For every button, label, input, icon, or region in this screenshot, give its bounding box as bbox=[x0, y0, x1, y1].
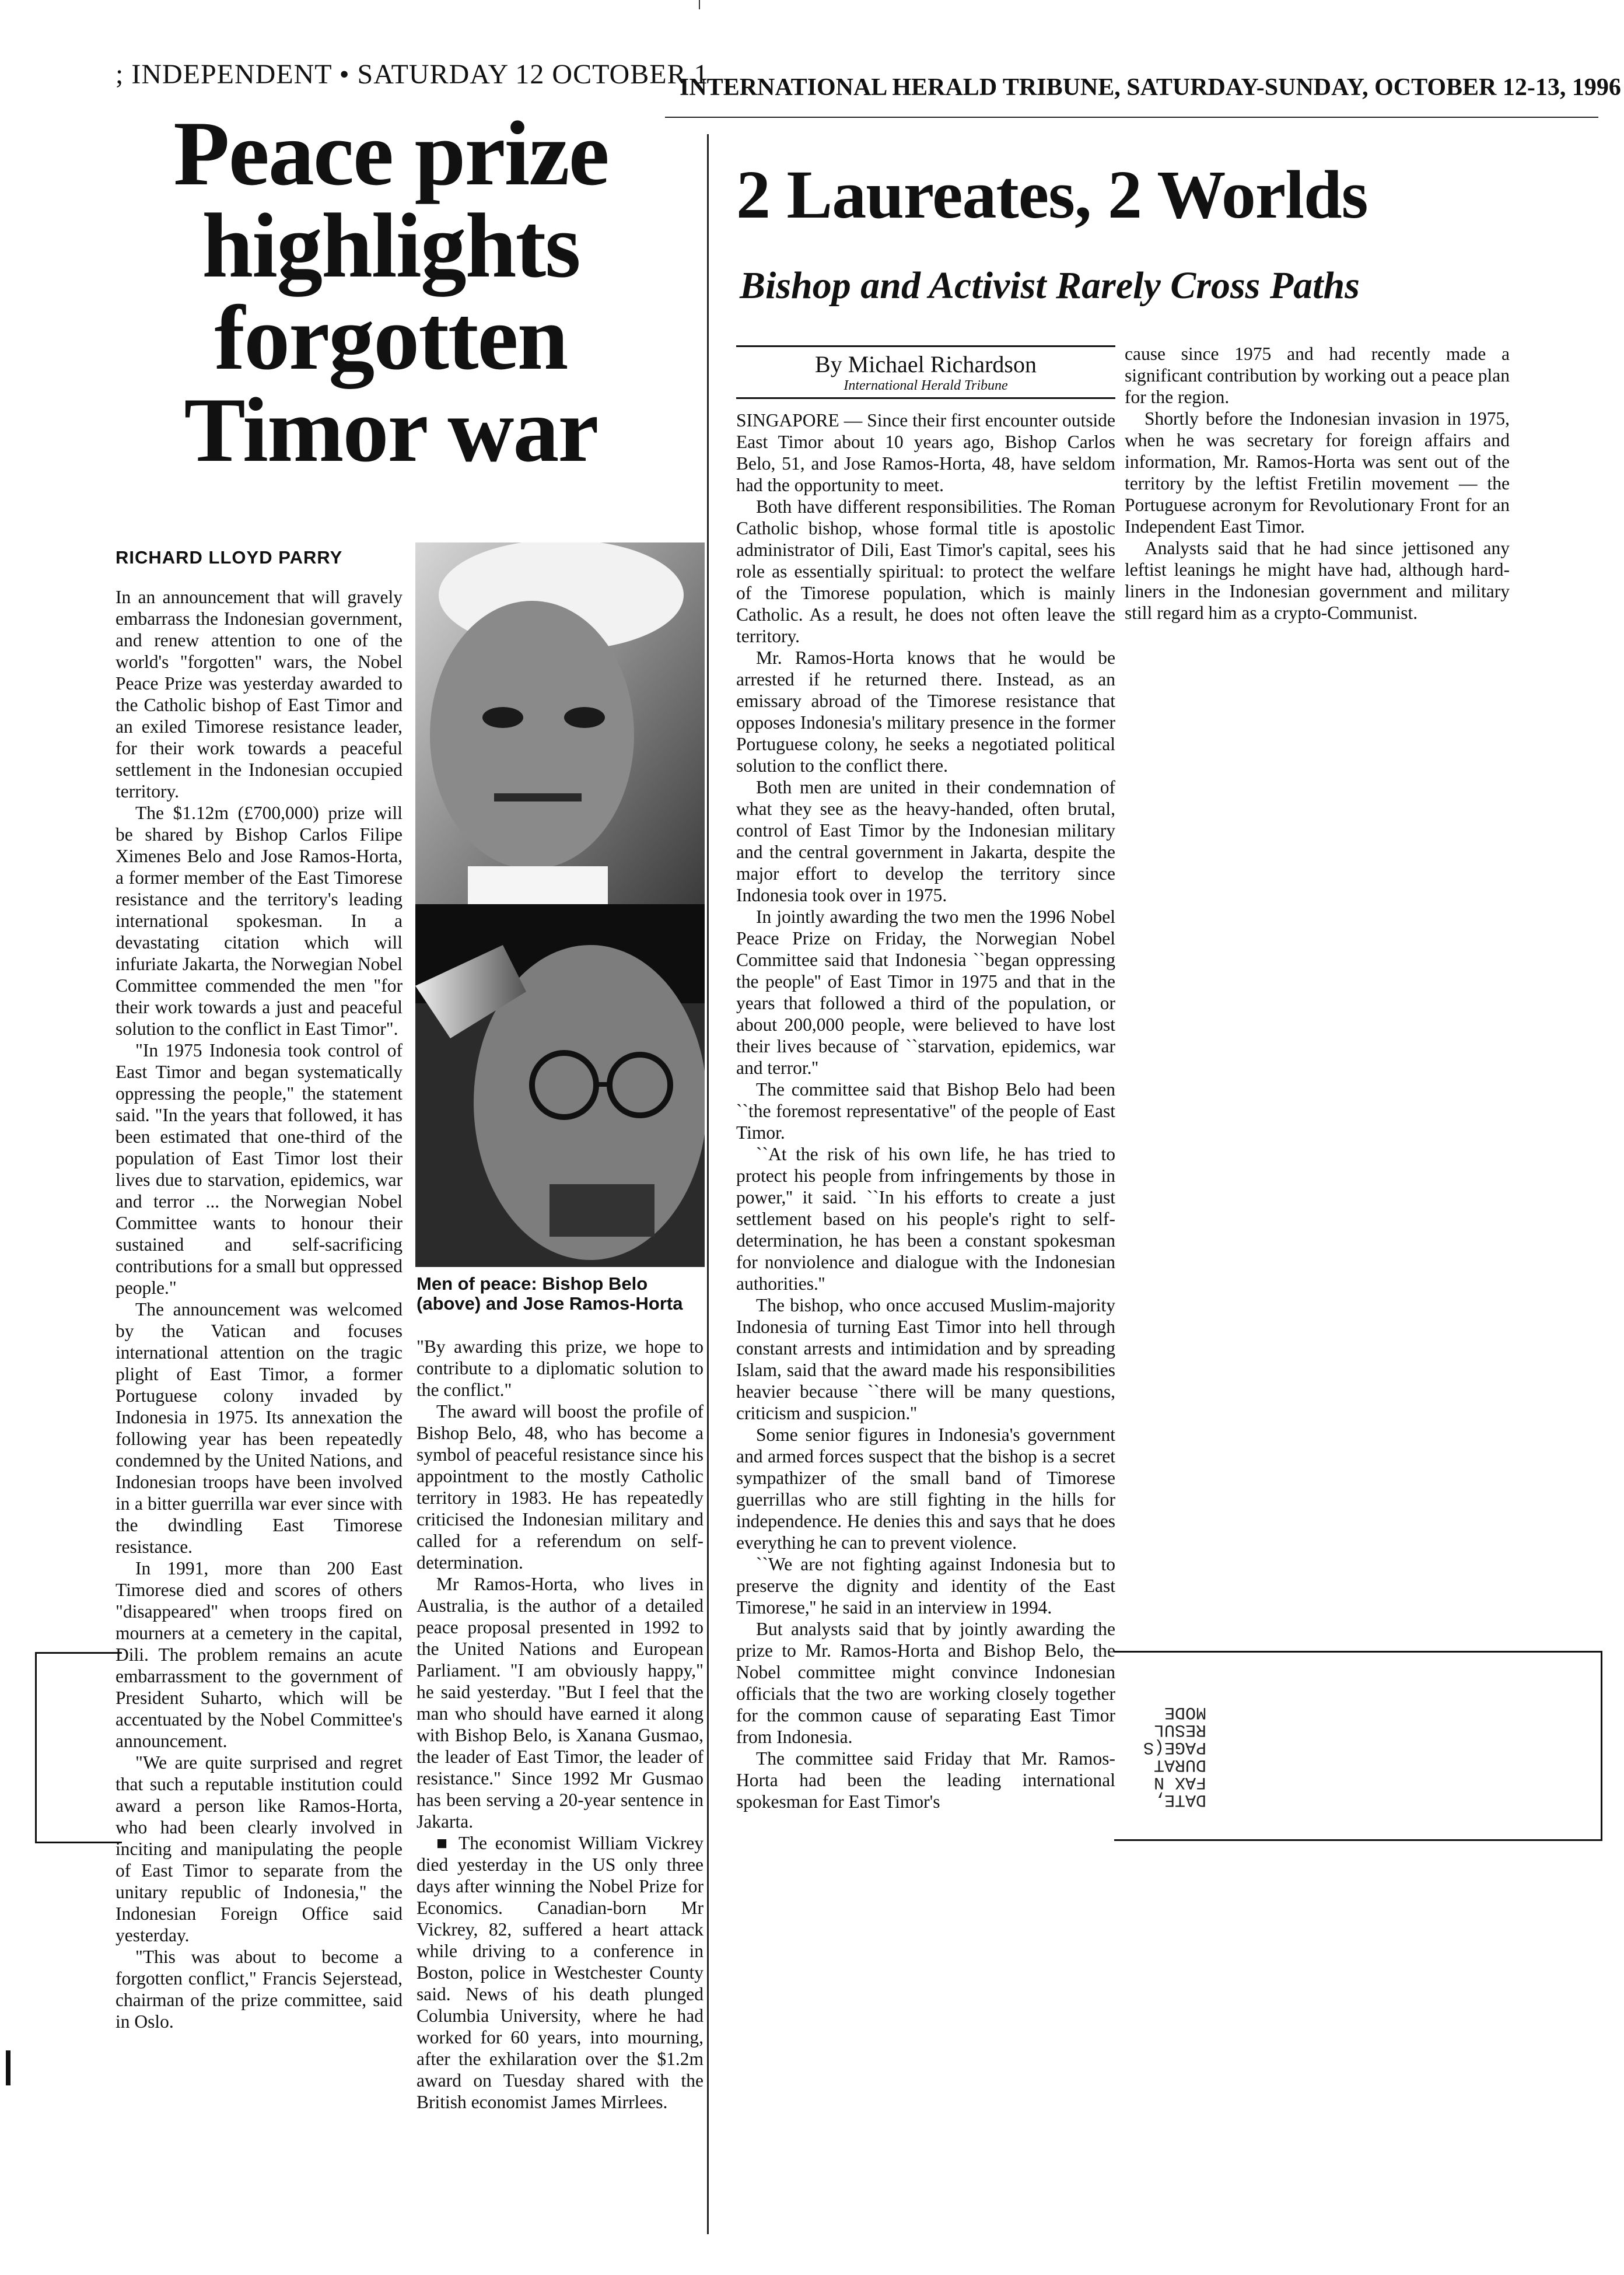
paragraph: "By awarding this prize, we hope to contribute to a diplomatic solution to the conflict." bbox=[416, 1336, 704, 1400]
headline-line: Timor war bbox=[184, 379, 598, 481]
iht-column-2 bbox=[1125, 343, 1510, 624]
independent-header: ; INDEPENDENT • SATURDAY 12 OCTOBER 1 bbox=[116, 59, 709, 90]
paragraph: The $1.12m (£700,000) prize will be shared by Bishop Carlos Filipe Ximenes Belo and Jose Ramos-Horta, a former member of the East Timorese resistance and the territory's leading international spokesman. In a devastating citation which will infuriate Jakarta, the Norwegian Nobel Committee commended the men "for their work towards a just and peaceful solution to the conflict in East Timor". bbox=[116, 803, 402, 1039]
paragraph: But analysts said that by jointly awarding the prize to Mr. Ramos-Horta and Bishop Belo, the Nobel committee might convince Indonesian officials that the two are working closely together for the common cause of separating East Timor from Indonesia. bbox=[736, 1619, 1115, 1747]
headline-line: highlights bbox=[202, 195, 580, 297]
author-name: By Michael Richardson bbox=[815, 351, 1037, 377]
fax-stamp-line: FAX N bbox=[1153, 1772, 1206, 1792]
photo-caption: Men of peace: Bishop Belo (above) and Jose Ramos-Horta bbox=[416, 1273, 683, 1314]
iht-header: INTERNATIONAL HERALD TRIBUNE, SATURDAY-SUNDAY, OCTOBER 12-13, 1996 bbox=[680, 74, 1621, 101]
independent-headline bbox=[120, 103, 662, 481]
paragraph: The committee said that Bishop Belo had been ``the foremost representative'' of the people of East Timor. bbox=[736, 1079, 1115, 1143]
paragraph: Some senior figures in Indonesia's government and armed forces suspect that the bishop is a secret sympathizer of the small band of Timorese guerrillas who are still fighting in the hills for independence. He denies this and says that he does everything he can to prevent violence. bbox=[736, 1424, 1115, 1553]
column-divider bbox=[707, 134, 709, 2234]
paragraph: The bishop, who once accused Muslim-majority Indonesia of turning East Timor into hell through constant arrests and intimidation and by spreading Islam, said that the award made his responsibilities heavier because ``there will be many questions, criticism and suspicion.'' bbox=[736, 1295, 1115, 1423]
fax-bracket-left bbox=[35, 1652, 122, 1843]
independent-byline: RICHARD LLOYD PARRY bbox=[116, 547, 343, 568]
fax-stamp-line: RESUL bbox=[1153, 1720, 1206, 1740]
author-organization: International Herald Tribune bbox=[844, 378, 1008, 393]
paragraph: ■ The economist William Vickrey died yesterday in the US only three days after winning the Nobel Prize for Economics. Canadian-born Mr Vickrey, 82, suffered a heart attack while driving to a conference in Boston, police in Westchester County said. News of his death plunged Columbia University, where he had worked for 60 years, into mourning, after the exhilaration over the $1.2m award on Tuesday shared with the British economist James Mirrlees. bbox=[416, 1833, 704, 2112]
iht-byline bbox=[736, 345, 1115, 399]
headline-line: Peace prize bbox=[173, 103, 608, 205]
paragraph: "We are quite surprised and regret that such a reputable institution could award a person like Ramos-Horta, who had been clearly involved in inciting and manipulating the people of East Timor to separate from the unitary republic of Indonesia," the Indonesian Foreign Office said yesterday. bbox=[116, 1752, 402, 1945]
paragraph: "This was about to become a forgotten conflict," Francis Sejerstead, chairman of the prize committee, said in Oslo. bbox=[116, 1947, 402, 2032]
fax-stamp-line: MODE bbox=[1164, 1702, 1206, 1722]
paragraph: In 1991, more than 200 East Timorese died and scores of others "disappeared" when troops fired on mourners at a cemetery in the capital, Dili. The problem remains an acute embarrassment to the government of President Suharto, which will be accentuated by the Nobel Committee's announcement. bbox=[116, 1558, 402, 1751]
paragraph: In an announcement that will gravely embarrass the Indonesian government, and renew attention to one of the world's "forgotten" wars, the Nobel Peace Prize was yesterday awarded to the Catholic bishop of East Timor and an exiled Timorese resistance leader, for their work towards a peaceful settlement in the Indonesian occupied territory. bbox=[116, 587, 402, 802]
fax-stamp-line: DURAT bbox=[1153, 1755, 1206, 1774]
paragraph: The award will boost the profile of Bishop Belo, 48, who has become a symbol of peaceful resistance since his appointment to the mostly Catholic territory in 1983. He has repeatedly criticised the Indonesian military and called for a referendum on self-determination. bbox=[416, 1401, 704, 1573]
fax-stamp-line: DATE, bbox=[1153, 1790, 1206, 1810]
paragraph: ``We are not fighting against Indonesia but to preserve the dignity and identity of the East Timorese,'' he said in an interview in 1994. bbox=[736, 1554, 1115, 1618]
photo-belo-ramos-horta bbox=[415, 542, 705, 1267]
iht-column-1 bbox=[736, 410, 1115, 1812]
iht-headline: 2 Laureates, 2 Worlds bbox=[736, 156, 1368, 233]
fax-stamp-line: PAGE(S bbox=[1143, 1737, 1206, 1757]
header-rule bbox=[665, 117, 1598, 118]
paragraph: Mr. Ramos-Horta knows that he would be arrested if he returned there. Instead, as an emissary abroad of the Timorese resistance that opposes Indonesia's military presence in the former Portuguese colony, he seeks a negotiated political solution to the conflict there. bbox=[736, 648, 1115, 776]
paragraph: cause since 1975 and had recently made a significant contribution by working out a peace plan for the region. bbox=[1125, 344, 1510, 407]
fax-transmission-stamp bbox=[1113, 1692, 1206, 1808]
margin-mark bbox=[6, 2050, 10, 2085]
paragraph: SINGAPORE — Since their first encounter outside East Timor about 10 years ago, Bishop Carlos Belo, 51, and Jose Ramos-Horta, 48, have seldom had the opportunity to meet. bbox=[736, 410, 1115, 495]
paragraph: The committee said Friday that Mr. Ramos-Horta had been the leading international spokesman for East Timor's bbox=[736, 1748, 1115, 1812]
paragraph: Shortly before the Indonesian invasion in 1975, when he was secretary for foreign affairs and information, Mr. Ramos-Horta was sent out of the territory by the leftist Fretilin movement — the Portuguese acronym for Revolutionary Front for an Independent East Timor. bbox=[1125, 408, 1510, 537]
paragraph: Both men are united in their condemnation of what they see as the heavy-handed, often brutal, control of East Timor by the Indonesian military and the central government in Jakarta, despite the major effort to develop the territory since Indonesia took over in 1975. bbox=[736, 777, 1115, 905]
paragraph: ``At the risk of his own life, he has tried to protect his people from infringements by those in power,'' it said. ``In his efforts to create a just settlement based on his people's right to self-determination, he has been a constant spokesman for nonviolence and dialogue with the Indonesian authorities.'' bbox=[736, 1144, 1115, 1294]
paragraph: Mr Ramos-Horta, who lives in Australia, is the author of a detailed peace proposal presented in 1992 to the United Nations and European Parliament. "I am obviously happy," he said yesterday. "But I feel that the man who should have earned it along with Bishop Belo, is Xanana Gusmao, the leader of East Timor, the leader of resistance." Since 1992 Mr Gusmao has been serving a 20-year sentence in Jakarta. bbox=[416, 1574, 704, 1832]
edge-mark bbox=[699, 0, 700, 9]
paragraph: The announcement was welcomed by the Vatican and focuses international attention on the tragic plight of East Timor, a former Portuguese colony invaded by Indonesia in 1975. Its annexation the following year has been repeatedly condemned by the United Nations, and Indonesian troops have been involved in a bitter guerrilla war ever since with the dwindling East Timorese resistance. bbox=[116, 1299, 402, 1557]
portrait-photos-image bbox=[415, 542, 705, 1267]
paragraph: Both have different responsibilities. The Roman Catholic bishop, whose formal title is apostolic administrator of Dili, East Timor's capital, sees his role as essentially spiritual: to protect the welfare of the Timorese population, which is mainly Catholic. As a result, he does not often leave the territory. bbox=[736, 496, 1115, 646]
independent-column-2 bbox=[416, 1336, 704, 2113]
independent-column-1 bbox=[116, 586, 402, 2032]
paragraph: In jointly awarding the two men the 1996 Nobel Peace Prize on Friday, the Norwegian Nobel Committee said that Indonesia ``began oppressing the people'' of East Timor in 1975 and that in the years that followed a third of the population, or about 200,000 people, were believed to have lost their lives because of ``starvation, epidemics, war and terror.'' bbox=[736, 907, 1115, 1078]
paragraph: Analysts said that he had since jettisoned any leftist leanings he might have had, although hard-liners in the Indonesian government and military still regard him as a crypto-Communist. bbox=[1125, 538, 1510, 623]
iht-subheadline: Bishop and Activist Rarely Cross Paths bbox=[740, 264, 1360, 307]
headline-line: forgotten bbox=[214, 287, 568, 389]
paragraph: "In 1975 Indonesia took control of East Timor and began systematically oppressing the people," the statement said. "In the years that followed, it has been estimated that one-third of the population of East Timor lost their lives due to starvation, epidemics, war and terror ... the Norwegian Nobel Committee wants to honour their sustained and self-sacrificing contributions for a small but oppressed people." bbox=[116, 1040, 402, 1298]
